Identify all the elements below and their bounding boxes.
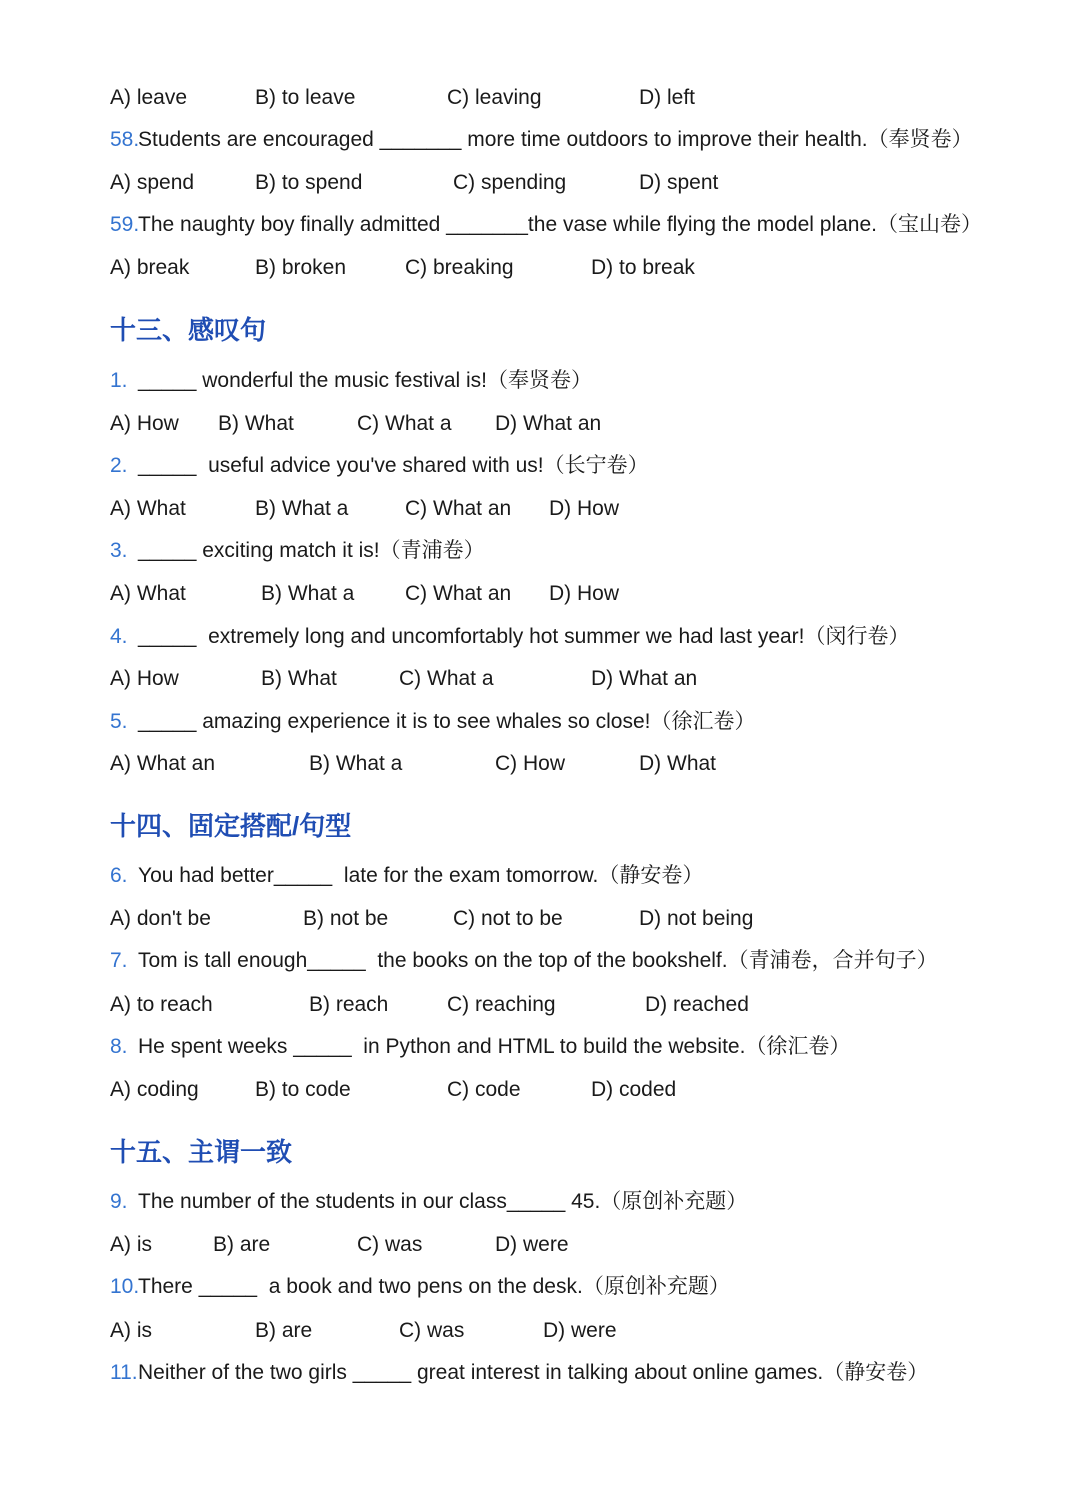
- options-row-1: [0, 412, 1080, 436]
- options-row-4: [0, 667, 1080, 691]
- options-row-10: [0, 1319, 1080, 1343]
- option-c: C) breaking: [405, 256, 514, 279]
- option-a: A) is: [110, 1233, 152, 1256]
- option-d: D) What an: [495, 412, 602, 435]
- option-b: B) to spend: [255, 171, 363, 194]
- question-stem: He spent weeks _____ in Python and HTML to build the website.（徐汇卷）: [138, 1035, 851, 1058]
- option-c: C) What an: [405, 582, 512, 605]
- question-number: 58.: [110, 128, 140, 151]
- question-5: [0, 710, 1080, 734]
- options-row-9: [0, 1233, 1080, 1257]
- option-a: A) don't be: [110, 907, 211, 930]
- option-a: A) spend: [110, 171, 195, 194]
- option-c: C) What a: [399, 667, 494, 690]
- question-58: [0, 128, 1080, 152]
- option-d: D) not being: [639, 907, 754, 930]
- question-number: 1.: [110, 369, 128, 392]
- question-number: 59.: [110, 213, 140, 236]
- option-d: D) were: [495, 1233, 569, 1256]
- option-d: D) How: [549, 497, 620, 520]
- option-c: C) reaching: [447, 993, 556, 1016]
- question-2: [0, 454, 1080, 478]
- option-a: A) How: [110, 412, 179, 435]
- options-row-57: [0, 86, 1080, 110]
- option-d: D) How: [549, 582, 620, 605]
- question-number: 4.: [110, 625, 128, 648]
- options-row-5: [0, 752, 1080, 776]
- option-a: A) break: [110, 256, 190, 279]
- option-a: A) leave: [110, 86, 188, 109]
- option-d: D) coded: [591, 1078, 677, 1101]
- options-row-8: [0, 1078, 1080, 1102]
- option-c: C) What an: [405, 497, 512, 520]
- option-c: C) was: [357, 1233, 423, 1256]
- question-number: 2.: [110, 454, 128, 477]
- question-stem: _____ wonderful the music festival is!（奉贤卷）: [138, 369, 593, 392]
- question-number: 3.: [110, 539, 128, 562]
- option-b: B) What: [261, 667, 337, 690]
- option-d: D) What an: [591, 667, 698, 690]
- question-stem: The naughty boy finally admitted _______the vase while flying the model plane.（宝山卷）: [138, 213, 982, 236]
- option-a: A) to reach: [110, 993, 213, 1016]
- option-c: C) not to be: [453, 907, 563, 930]
- question-stem: You had better_____ late for the exam tomorrow.（静安卷）: [138, 864, 704, 887]
- question-1: [0, 369, 1080, 393]
- options-row-2: [0, 497, 1080, 521]
- options-row-59: [0, 256, 1080, 280]
- section-heading-15: 十五、主谓一致: [110, 1137, 293, 1167]
- option-c: C) was: [399, 1319, 465, 1342]
- option-b: B) are: [213, 1233, 271, 1256]
- question-stem: There _____ a book and two pens on the desk.（原创补充题）: [138, 1275, 730, 1298]
- option-c: C) How: [495, 752, 566, 775]
- question-number: 8.: [110, 1035, 128, 1058]
- question-number: 6.: [110, 864, 128, 887]
- question-number: 11.: [110, 1361, 138, 1384]
- option-b: B) are: [255, 1319, 313, 1342]
- question-3: [0, 539, 1080, 563]
- option-b: B) to leave: [255, 86, 356, 109]
- question-10: [0, 1275, 1080, 1299]
- question-stem: The number of the students in our class_____ 45.（原创补充题）: [138, 1190, 748, 1213]
- question-stem: _____ useful advice you've shared with us!（长宁卷）: [138, 454, 649, 477]
- option-d: D) to break: [591, 256, 695, 279]
- option-b: B) What a: [255, 497, 349, 520]
- section-heading-13: 十三、感叹句: [110, 315, 267, 345]
- option-b: B) What a: [261, 582, 355, 605]
- question-7: [0, 949, 1080, 973]
- question-59: [0, 213, 1080, 237]
- question-number: 10.: [110, 1275, 140, 1298]
- option-d: D) reached: [645, 993, 749, 1016]
- option-d: D) left: [639, 86, 696, 109]
- option-b: B) not be: [303, 907, 389, 930]
- option-b: B) What: [218, 412, 294, 435]
- option-a: A) What: [110, 582, 186, 605]
- option-c: C) spending: [453, 171, 567, 194]
- option-b: B) broken: [255, 256, 347, 279]
- options-row-7: [0, 993, 1080, 1017]
- option-a: A) How: [110, 667, 179, 690]
- question-stem: _____ extremely long and uncomfortably hot summer we had last year!（闵行卷）: [138, 625, 910, 648]
- option-c: C) leaving: [447, 86, 542, 109]
- option-b: B) to code: [255, 1078, 351, 1101]
- question-4: [0, 625, 1080, 649]
- option-d: D) spent: [639, 171, 719, 194]
- question-9: [0, 1190, 1080, 1214]
- options-row-58: [0, 171, 1080, 195]
- option-c: C) code: [447, 1078, 521, 1101]
- question-stem: Tom is tall enough_____ the books on the top of the bookshelf.（青浦卷，合并句子）: [138, 949, 938, 972]
- section-heading-14: 十四、固定搭配/句型: [110, 811, 352, 841]
- option-a: A) What an: [110, 752, 216, 775]
- question-number: 9.: [110, 1190, 128, 1213]
- options-row-6: [0, 907, 1080, 931]
- question-number: 7.: [110, 949, 128, 972]
- question-11: [0, 1361, 1080, 1385]
- option-d: D) were: [543, 1319, 617, 1342]
- question-stem: Students are encouraged _______ more time outdoors to improve their health.（奉贤卷）: [138, 128, 973, 151]
- question-stem: _____ amazing experience it is to see whales so close!（徐汇卷）: [138, 710, 756, 733]
- option-a: A) coding: [110, 1078, 199, 1101]
- option-b: B) What a: [309, 752, 403, 775]
- question-6: [0, 864, 1080, 888]
- question-stem: _____ exciting match it is!（青浦卷）: [138, 539, 485, 562]
- question-number: 5.: [110, 710, 128, 733]
- option-d: D) What: [639, 752, 717, 775]
- option-a: A) is: [110, 1319, 152, 1342]
- question-stem: Neither of the two girls _____ great interest in talking about online games.（静安卷）: [138, 1361, 929, 1384]
- option-c: C) What a: [357, 412, 452, 435]
- options-row-3: [0, 582, 1080, 606]
- question-8: [0, 1035, 1080, 1059]
- option-b: B) reach: [309, 993, 389, 1016]
- option-a: A) What: [110, 497, 186, 520]
